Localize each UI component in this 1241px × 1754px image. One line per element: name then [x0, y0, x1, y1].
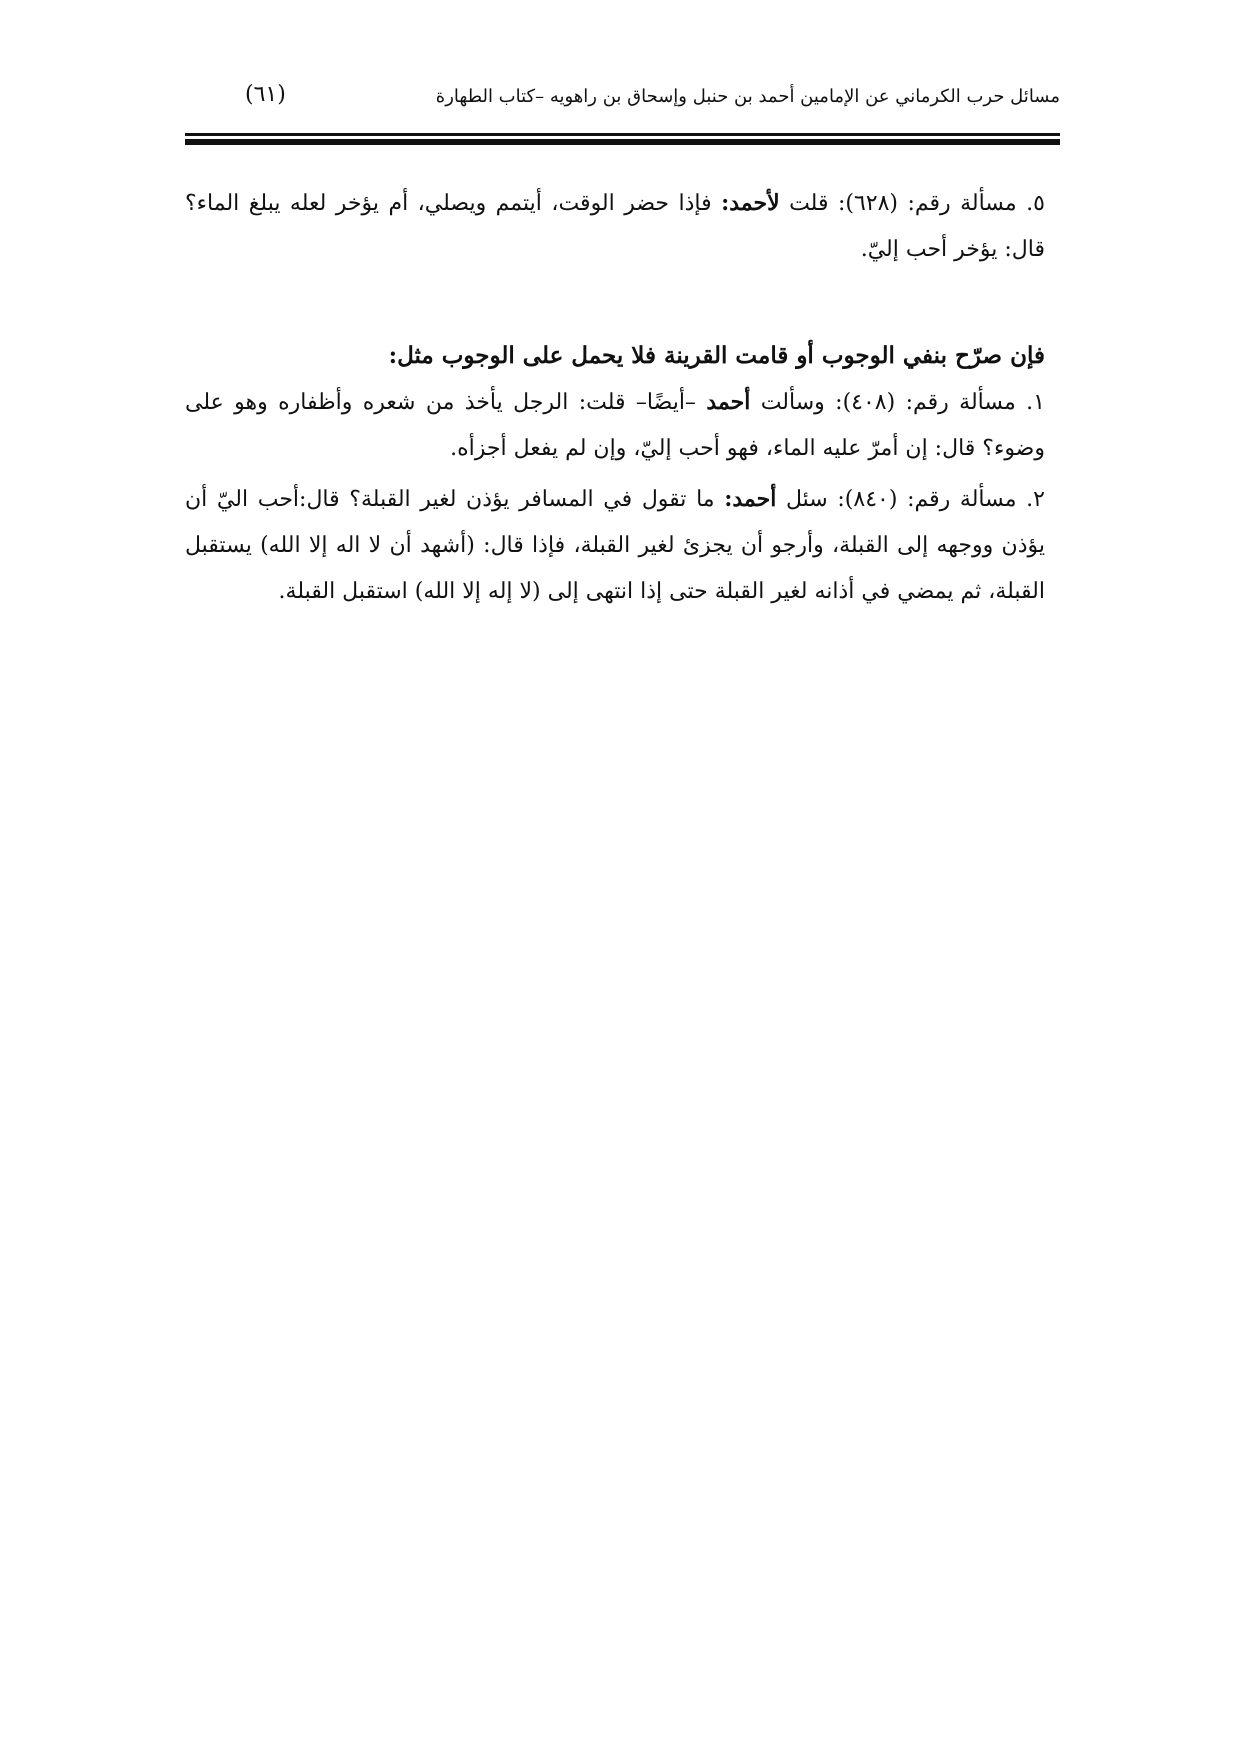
- section-heading: فإن صرّح بنفي الوجوب أو قامت القرينة فلا يحمل على الوجوب مثل:: [388, 342, 1045, 369]
- item-list: [185, 379, 1045, 615]
- page-header: [185, 82, 1060, 122]
- list-item-text: –أيضًا– قلت: الرجل يأخذ من شعره وأظفاره وهو على وضوء؟ قال: إن أمرّ عليه الماء، فهو أحب إليّ، وإن لم يفعل أجزأه.: [185, 390, 1045, 461]
- page-number: (٦١): [245, 82, 286, 107]
- list-item-text: ما تقول في المسافر يؤذن لغير القبلة؟ قال:أحب اليّ أن يؤذن ووجهه إلى القبلة، وأرجو أن يجزئ لغير القبلة، فإذا قال: (أشهد أن لا اله إلا الله) يستقبل القبلة، ثم يمضي في أذانه لغير القبلة حتى إذا انتهى إلى (لا إله إلا الله) استقبل القبلة.: [185, 487, 1045, 604]
- intro-item-bold-name: لأحمد:: [721, 190, 780, 216]
- intro-item-text: فإذا حضر الوقت، أيتمم ويصلي، أم يؤخر لعله يبلغ الماء؟ قال: يؤخر أحب إليّ.: [185, 191, 1045, 262]
- page-body: [185, 180, 1045, 619]
- running-title: مسائل حرب الكرماني عن الإمامين أحمد بن حنبل وإسحاق بن راهويه –كتاب الطهارة: [435, 86, 1060, 107]
- header-rule-thick: [185, 139, 1060, 145]
- list-item: [185, 379, 1045, 472]
- list-item-bold-name: أحمد:: [724, 486, 777, 512]
- list-item-prefix: ١. مسألة رقم: (٤٠٨): وسألت: [750, 390, 1045, 415]
- intro-item: [185, 180, 1045, 273]
- list-item: [185, 476, 1045, 615]
- list-item-prefix: ٢. مسألة رقم: (٨٤٠): سئل: [776, 487, 1045, 512]
- intro-item-prefix: ٥. مسألة رقم: (٦٢٨): قلت: [779, 191, 1045, 216]
- list-item-bold-name: أحمد: [706, 389, 751, 415]
- header-rule-thin: [185, 133, 1060, 136]
